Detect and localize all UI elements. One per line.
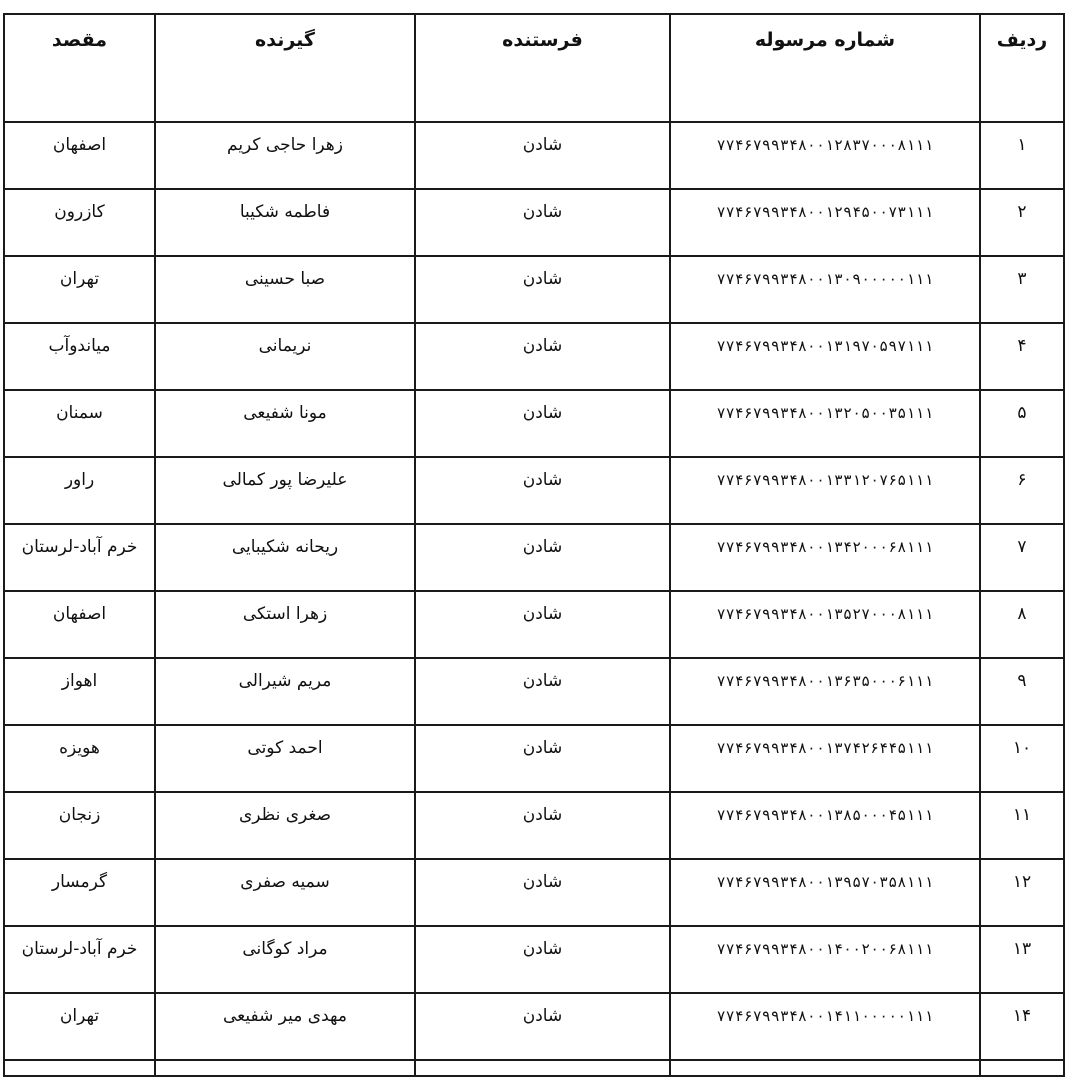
cell-sender: شادن [415, 390, 670, 457]
table-row [4, 457, 1064, 524]
cell-row-number: ۲ [980, 189, 1064, 256]
cell-recipient: فاطمه شکیبا [155, 189, 415, 256]
cell-row-number: ۱۰ [980, 725, 1064, 792]
cell-empty [670, 1060, 980, 1076]
cell-sender: شادن [415, 926, 670, 993]
cell-tracking-number: ۷۷۴۶۷۹۹۳۴۸۰۰۱۲۹۴۵۰۰۷۳۱۱۱ [670, 189, 980, 256]
cell-destination: اصفهان [4, 591, 155, 658]
cell-sender: شادن [415, 725, 670, 792]
cell-row-number: ۶ [980, 457, 1064, 524]
cell-recipient: زهرا حاجی کریم [155, 122, 415, 189]
cell-empty [155, 1060, 415, 1076]
cell-destination: تهران [4, 256, 155, 323]
cell-sender: شادن [415, 524, 670, 591]
cell-sender: شادن [415, 658, 670, 725]
table-row [4, 859, 1064, 926]
table-row [4, 524, 1064, 591]
table-row [4, 122, 1064, 189]
cell-recipient: ریحانه شکیبایی [155, 524, 415, 591]
cell-tracking-number: ۷۷۴۶۷۹۹۳۴۸۰۰۱۳۴۲۰۰۰۶۸۱۱۱ [670, 524, 980, 591]
header-recipient: گیرنده [155, 14, 415, 122]
cell-tracking-number: ۷۷۴۶۷۹۹۳۴۸۰۰۱۴۱۱۰۰۰۰۰۱۱۱ [670, 993, 980, 1060]
cell-recipient: صغری نظری [155, 792, 415, 859]
table-row [4, 792, 1064, 859]
cell-row-number: ۱ [980, 122, 1064, 189]
cell-sender: شادن [415, 993, 670, 1060]
header-row-number: ردیف [980, 14, 1064, 122]
cell-recipient: مریم شیرالی [155, 658, 415, 725]
cell-destination: اصفهان [4, 122, 155, 189]
cell-row-number: ۱۳ [980, 926, 1064, 993]
cell-empty [980, 1060, 1064, 1076]
cell-recipient: مراد کوگانی [155, 926, 415, 993]
cell-recipient: صبا حسینی [155, 256, 415, 323]
cell-recipient: مونا شفیعی [155, 390, 415, 457]
cell-row-number: ۳ [980, 256, 1064, 323]
cell-destination: زنجان [4, 792, 155, 859]
table-row [4, 390, 1064, 457]
cell-row-number: ۱۴ [980, 993, 1064, 1060]
cell-tracking-number: ۷۷۴۶۷۹۹۳۴۸۰۰۱۳۲۰۵۰۰۳۵۱۱۱ [670, 390, 980, 457]
cell-row-number: ۷ [980, 524, 1064, 591]
header-destination: مقصد [4, 14, 155, 122]
cell-sender: شادن [415, 323, 670, 390]
cell-row-number: ۴ [980, 323, 1064, 390]
cell-row-number: ۱۲ [980, 859, 1064, 926]
table-row [4, 189, 1064, 256]
cell-tracking-number: ۷۷۴۶۷۹۹۳۴۸۰۰۱۳۹۵۷۰۳۵۸۱۱۱ [670, 859, 980, 926]
cell-recipient: زهرا استکی [155, 591, 415, 658]
table-row-partial [4, 1060, 1064, 1076]
cell-empty [415, 1060, 670, 1076]
table-row [4, 591, 1064, 658]
cell-recipient: نریمانی [155, 323, 415, 390]
cell-destination: کازرون [4, 189, 155, 256]
cell-tracking-number: ۷۷۴۶۷۹۹۳۴۸۰۰۱۳۵۲۷۰۰۰۸۱۱۱ [670, 591, 980, 658]
cell-row-number: ۹ [980, 658, 1064, 725]
cell-tracking-number: ۷۷۴۶۷۹۹۳۴۸۰۰۱۳۶۳۵۰۰۰۶۱۱۱ [670, 658, 980, 725]
cell-tracking-number: ۷۷۴۶۷۹۹۳۴۸۰۰۱۳۸۵۰۰۰۴۵۱۱۱ [670, 792, 980, 859]
cell-tracking-number: ۷۷۴۶۷۹۹۳۴۸۰۰۱۲۸۳۷۰۰۰۸۱۱۱ [670, 122, 980, 189]
table-row [4, 658, 1064, 725]
table-row [4, 323, 1064, 390]
cell-recipient: علیرضا پور کمالی [155, 457, 415, 524]
table-row [4, 926, 1064, 993]
cell-destination: خرم آباد-لرستان [4, 524, 155, 591]
cell-sender: شادن [415, 122, 670, 189]
cell-row-number: ۵ [980, 390, 1064, 457]
cell-sender: شادن [415, 256, 670, 323]
header-row [4, 14, 1064, 122]
table-body [4, 122, 1064, 1076]
header-tracking-number: شماره مرسوله [670, 14, 980, 122]
cell-recipient: احمد کوتی [155, 725, 415, 792]
cell-destination: هویزه [4, 725, 155, 792]
cell-row-number: ۸ [980, 591, 1064, 658]
cell-destination: گرمسار [4, 859, 155, 926]
cell-sender: شادن [415, 792, 670, 859]
cell-destination: تهران [4, 993, 155, 1060]
cell-empty [4, 1060, 155, 1076]
cell-recipient: مهدی میر شفیعی [155, 993, 415, 1060]
cell-sender: شادن [415, 591, 670, 658]
header-sender: فرستنده [415, 14, 670, 122]
cell-tracking-number: ۷۷۴۶۷۹۹۳۴۸۰۰۱۳۰۹۰۰۰۰۰۱۱۱ [670, 256, 980, 323]
cell-tracking-number: ۷۷۴۶۷۹۹۳۴۸۰۰۱۴۰۰۲۰۰۶۸۱۱۱ [670, 926, 980, 993]
cell-sender: شادن [415, 859, 670, 926]
table-row [4, 993, 1064, 1060]
shipments-table [3, 13, 1065, 1077]
cell-tracking-number: ۷۷۴۶۷۹۹۳۴۸۰۰۱۳۳۱۲۰۷۶۵۱۱۱ [670, 457, 980, 524]
cell-row-number: ۱۱ [980, 792, 1064, 859]
cell-destination: سمنان [4, 390, 155, 457]
table-row [4, 725, 1064, 792]
cell-tracking-number: ۷۷۴۶۷۹۹۳۴۸۰۰۱۳۷۴۲۶۴۴۵۱۱۱ [670, 725, 980, 792]
cell-sender: شادن [415, 189, 670, 256]
cell-destination: میاندوآب [4, 323, 155, 390]
cell-destination: خرم آباد-لرستان [4, 926, 155, 993]
cell-destination: اهواز [4, 658, 155, 725]
cell-recipient: سمیه صفری [155, 859, 415, 926]
cell-tracking-number: ۷۷۴۶۷۹۹۳۴۸۰۰۱۳۱۹۷۰۵۹۷۱۱۱ [670, 323, 980, 390]
cell-destination: راور [4, 457, 155, 524]
cell-sender: شادن [415, 457, 670, 524]
table-row [4, 256, 1064, 323]
